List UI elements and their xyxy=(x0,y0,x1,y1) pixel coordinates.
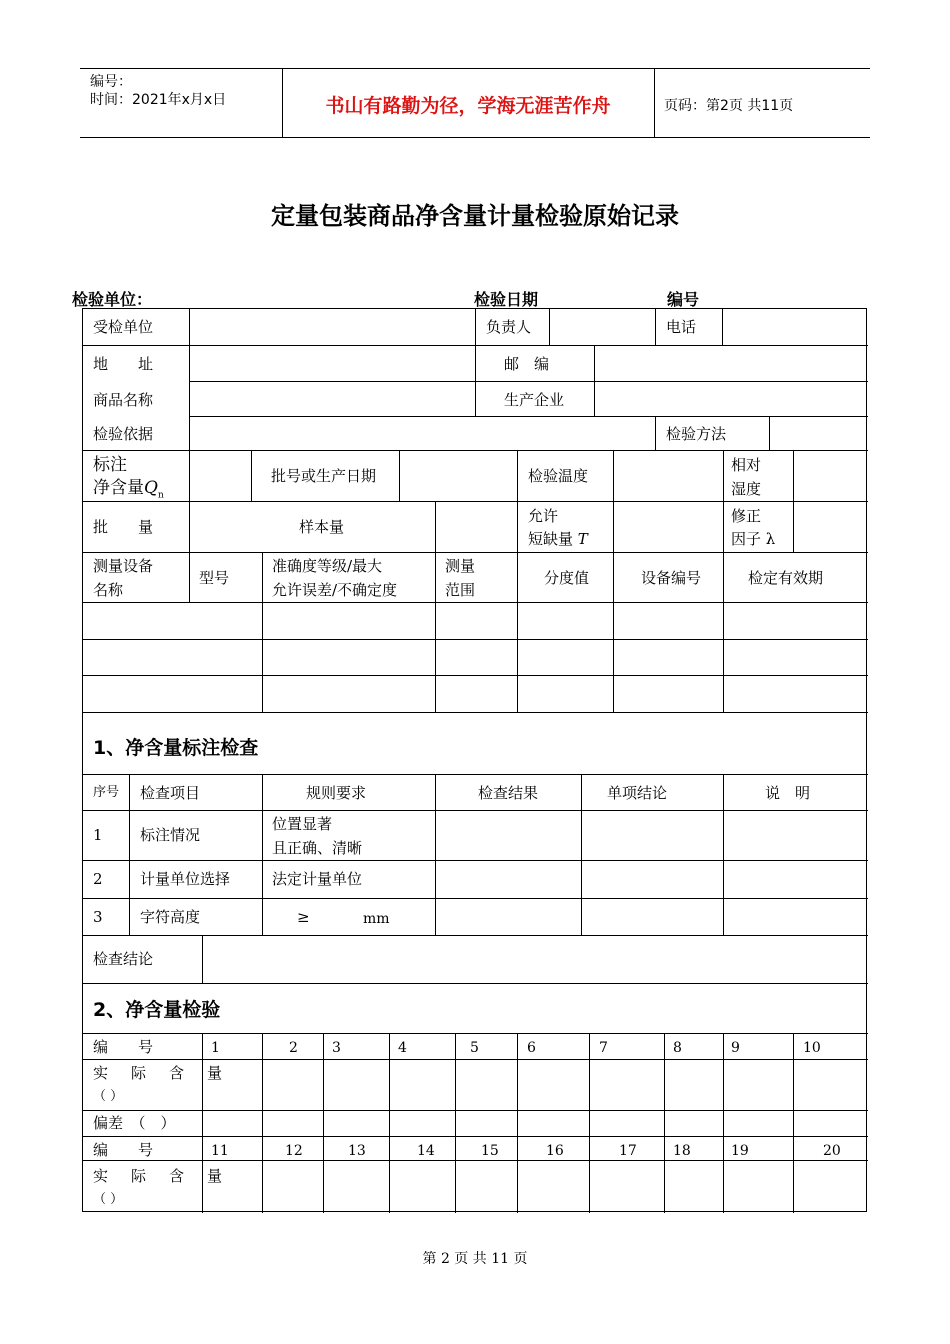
product-name-label: 商品名称 xyxy=(93,391,154,409)
serial-label: 编号： xyxy=(90,74,132,90)
time-label: 时间：2021年x月x日 xyxy=(90,92,227,108)
batch-label: 批 量 xyxy=(93,518,154,536)
factor-text: 因子 xyxy=(731,530,762,548)
col-line xyxy=(455,1033,456,1136)
phone-label: 电话 xyxy=(666,318,697,336)
row-line xyxy=(83,1136,868,1137)
s2-num: 3 xyxy=(332,1040,341,1056)
col-line xyxy=(549,309,550,345)
col-line xyxy=(589,1033,590,1136)
col-line xyxy=(594,345,595,416)
address-label: 地 址 xyxy=(93,355,154,373)
col-line xyxy=(664,1136,665,1213)
record-form xyxy=(82,308,867,1212)
row-line xyxy=(189,416,868,417)
row-line xyxy=(83,1110,868,1111)
col-line xyxy=(722,309,723,345)
col-line xyxy=(517,501,518,552)
page-header xyxy=(80,68,870,138)
col-line xyxy=(262,1136,263,1213)
col-line xyxy=(389,1033,390,1136)
humidity-label: 相对 xyxy=(731,456,762,474)
manufacturer-label: 生产企业 xyxy=(504,391,565,409)
s1-header: 说 明 xyxy=(765,784,811,802)
document-title: 定量包装商品净含量计量检验原始记录 xyxy=(271,202,679,230)
col-line xyxy=(323,1136,324,1213)
labeled-net-label: 标注 xyxy=(93,455,127,475)
s1-row-req: 法定计量单位 xyxy=(272,870,363,888)
factor-label: 修正 xyxy=(731,507,762,525)
col-line xyxy=(399,450,400,501)
page-info: 页码：第2页 共11页 xyxy=(664,98,794,114)
col-line xyxy=(723,450,724,552)
s1-header: 检查结果 xyxy=(478,784,539,802)
col-line xyxy=(262,1033,263,1136)
s2-num: 9 xyxy=(731,1040,740,1056)
row-line xyxy=(83,1033,868,1034)
col-line xyxy=(389,1136,390,1213)
section2-title: 2、净含量检验 xyxy=(93,999,221,1021)
eq-header: 范围 xyxy=(445,581,476,599)
page-footer: 第 2 页 共 11 页 xyxy=(422,1251,528,1267)
s2-num: 4 xyxy=(398,1040,407,1056)
inspected-unit-label: 受检单位 xyxy=(93,318,154,336)
section1-title: 1、净含量标注检查 xyxy=(93,737,259,759)
eq-header: 名称 xyxy=(93,581,124,599)
eq-header: 分度值 xyxy=(544,569,590,587)
meta-unit: 检验单位： xyxy=(72,290,153,309)
s2-num: 1 xyxy=(211,1040,220,1056)
labeled-net-subscript: n xyxy=(157,490,164,501)
row-line xyxy=(83,450,868,451)
s2-num: 13 xyxy=(348,1143,366,1159)
eq-header: 型号 xyxy=(199,569,230,587)
s2-num: 15 xyxy=(481,1143,499,1159)
basis-label: 检验依据 xyxy=(93,425,154,443)
col-line xyxy=(189,309,190,602)
eq-header: 测量 xyxy=(445,557,476,575)
s2-actual-label: 实 际 含 量 xyxy=(93,1167,227,1185)
s2-actual-label: 实 际 含 量 xyxy=(93,1064,227,1082)
col-line xyxy=(517,1033,518,1136)
motto: 书山有路勤为径，学海无涯苦作舟 xyxy=(325,95,611,117)
eq-header: 允许误差/不确定度 xyxy=(272,581,398,599)
col-line xyxy=(769,416,770,450)
s2-actual-unit: （ ） xyxy=(93,1089,124,1104)
row-line xyxy=(83,983,868,984)
row-line xyxy=(83,501,868,502)
row-line xyxy=(83,675,868,676)
eq-header: 设备编号 xyxy=(641,569,702,587)
col-line xyxy=(613,552,614,712)
col-line xyxy=(475,309,476,416)
s1-header: 规则要求 xyxy=(306,784,367,802)
s1-header: 检查项目 xyxy=(140,784,201,802)
s1-row-item: 标注情况 xyxy=(140,826,201,844)
col-line xyxy=(613,450,614,552)
s1-row-item: 计量单位选择 xyxy=(140,870,231,888)
allowed-symbol: T xyxy=(577,530,588,548)
meta-date: 检验日期 xyxy=(474,290,539,309)
s1-row-no: 2 xyxy=(93,870,103,888)
row-line xyxy=(83,602,868,603)
s2-num: 10 xyxy=(803,1040,821,1056)
s2-actual-unit: （ ） xyxy=(93,1192,124,1207)
col-line xyxy=(517,450,518,501)
factor-symbol: λ xyxy=(765,530,776,548)
s2-num: 6 xyxy=(527,1040,536,1056)
col-line xyxy=(251,450,252,501)
row-line xyxy=(83,552,868,553)
s1-conclusion-label: 检查结论 xyxy=(93,950,154,968)
postcode-label: 邮 编 xyxy=(504,355,550,373)
col-line xyxy=(655,416,656,450)
col-line xyxy=(723,552,724,712)
s2-num: 8 xyxy=(673,1040,682,1056)
meta-number: 编号 xyxy=(667,290,700,309)
row-line xyxy=(189,381,868,382)
labeled-net-text: 净含量 xyxy=(93,478,144,498)
col-line xyxy=(664,1033,665,1136)
s2-num: 14 xyxy=(417,1143,435,1159)
method-label: 检验方法 xyxy=(666,425,727,443)
col-line xyxy=(517,552,518,712)
col-line xyxy=(323,1033,324,1136)
header-left xyxy=(90,73,226,109)
col-line xyxy=(262,552,263,712)
batch-date-label: 批号或生产日期 xyxy=(271,467,377,485)
col-line xyxy=(723,1136,724,1213)
col-line xyxy=(581,774,582,935)
row-line xyxy=(83,1059,868,1060)
s1-row-req: 位置显著 xyxy=(272,815,333,833)
s2-num: 20 xyxy=(823,1143,841,1159)
s1-row-req-unit: mm xyxy=(363,911,390,927)
row-line xyxy=(83,1160,868,1161)
s2-num: 11 xyxy=(211,1143,229,1159)
s2-no-label: 编 号 xyxy=(93,1038,154,1056)
row-line xyxy=(83,774,868,775)
col-line xyxy=(435,774,436,935)
eq-header: 测量设备 xyxy=(93,557,154,575)
temp-label: 检验温度 xyxy=(528,467,589,485)
labeled-net-symbol: Q xyxy=(144,478,158,498)
labeled-net-label xyxy=(93,477,164,506)
s2-num: 5 xyxy=(470,1040,479,1056)
s2-num: 18 xyxy=(673,1143,691,1159)
row-line xyxy=(83,639,868,640)
s2-num: 2 xyxy=(289,1040,298,1056)
col-line xyxy=(723,774,724,935)
sample-label: 样本量 xyxy=(299,518,345,536)
header-divider xyxy=(654,69,655,137)
allowed-label: 允许 xyxy=(528,507,559,525)
allowed-label xyxy=(528,528,588,550)
s1-row-req-symbol: ≥ xyxy=(297,908,310,926)
col-line xyxy=(202,935,203,983)
row-line xyxy=(83,935,868,936)
col-line xyxy=(435,501,436,552)
s2-num: 19 xyxy=(731,1143,749,1159)
s1-row-no: 3 xyxy=(93,908,103,926)
col-line xyxy=(793,1033,794,1136)
col-line xyxy=(793,1136,794,1213)
col-line xyxy=(262,774,263,935)
col-line xyxy=(793,450,794,552)
humidity-label: 湿度 xyxy=(731,480,762,498)
s2-dev-label: 偏差 （ ） xyxy=(93,1114,176,1132)
s2-no-label: 编 号 xyxy=(93,1141,154,1159)
row-line xyxy=(83,712,868,713)
s2-num: 17 xyxy=(619,1143,637,1159)
allowed-text: 短缺量 xyxy=(528,530,574,548)
row-line xyxy=(83,860,868,861)
responsible-label: 负责人 xyxy=(486,318,532,336)
eq-header: 准确度等级/最大 xyxy=(272,557,383,575)
col-line xyxy=(723,1033,724,1136)
s2-num: 12 xyxy=(285,1143,303,1159)
col-line xyxy=(435,552,436,712)
row-line xyxy=(83,810,868,811)
col-line xyxy=(517,1136,518,1213)
col-line xyxy=(655,309,656,345)
s1-header: 序号 xyxy=(93,785,120,800)
col-line xyxy=(589,1136,590,1213)
s1-row-req: 且正确、清晰 xyxy=(272,839,363,857)
eq-header: 检定有效期 xyxy=(748,569,824,587)
s2-num: 7 xyxy=(599,1040,608,1056)
s1-header: 单项结论 xyxy=(607,784,668,802)
col-line xyxy=(129,774,130,935)
s2-num: 16 xyxy=(546,1143,564,1159)
factor-label xyxy=(731,528,775,550)
col-line xyxy=(455,1136,456,1213)
s1-row-no: 1 xyxy=(93,826,103,844)
row-line xyxy=(83,898,868,899)
s1-row-item: 字符高度 xyxy=(140,908,201,926)
col-line xyxy=(202,1033,203,1136)
